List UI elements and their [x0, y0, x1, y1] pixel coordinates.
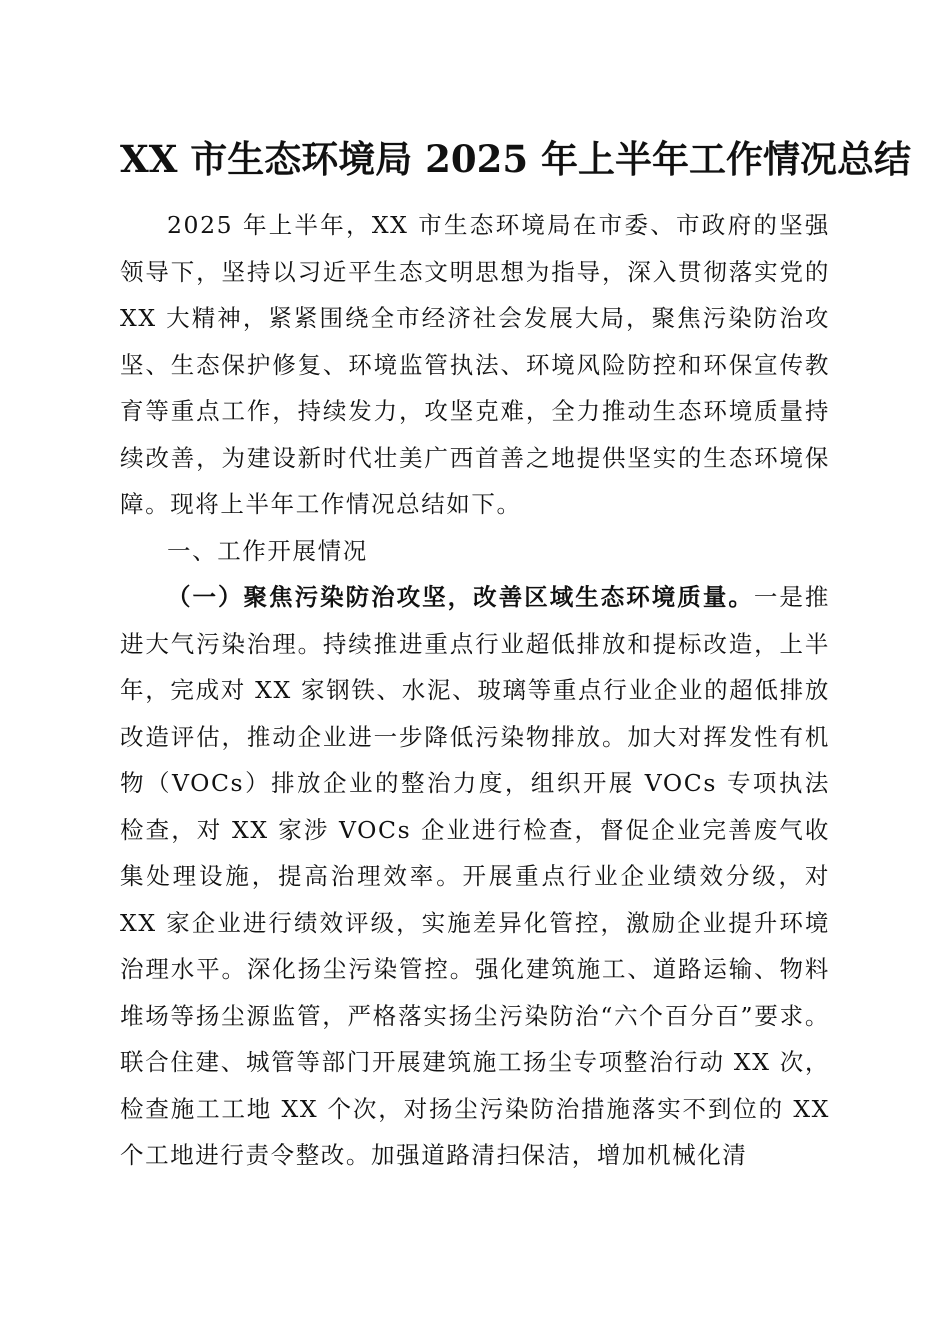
intro-paragraph: 2025 年上半年，XX 市生态环境局在市委、市政府的坚强领导下，坚持以习近平生态文明思想为指导，深入贯彻落实党的 XX 大精神，紧紧围绕全市经济社会发展大局，聚焦污染防治攻坚、生态保护修复、环境监管执法、环境风险防控和环保宣传教育等重点工作，持续发力，攻坚克难，全力推动生态环境质量持续改善，为建设新时代壮美广西首善之地提供坚实的生态环境保障。现将上半年工作情况总结如下。	[120, 211, 830, 518]
document-title: XX 市生态环境局 2025 年上半年工作情况总结	[120, 137, 912, 181]
subsection-1-lead: （一）聚焦污染防治攻坚，改善区域生态环境质量。	[167, 583, 754, 611]
subsection-1-paragraph	[120, 574, 830, 1179]
document-body	[120, 202, 830, 1179]
document-page	[120, 0, 912, 1344]
section-heading-1: 一、工作开展情况	[167, 536, 368, 565]
subsection-1-text: 一是推进大气污染治理。持续推进重点行业超低排放和提标改造，上半年，完成对 XX 家钢铁、水泥、玻璃等重点行业企业的超低排放改造评估，推动企业进一步降低污染物排放。加大对挥发性有机物（VOCs）排放企业的整治力度，组织开展 VOCs 专项执法检查，对 XX 家涉 VOCs 企业进行检查，督促企业完善废气收集处理设施，提高治理效率。开展重点行业企业绩效分级，对 XX 家企业进行绩效评级，实施差异化管控，激励企业提升环境治理水平。深化扬尘污染管控。强化建筑施工、道路运输、物料堆场等扬尘源监管，严格落实扬尘污染防治“六个百分百”要求。联合住建、城管等部门开展建筑施工扬尘专项整治行动 XX 次，检查施工工地 XX 个次，对扬尘污染防治措施落实不到位的 XX 个工地进行责令整改。加强道路清扫保洁，增加机械化清	[120, 583, 830, 1169]
